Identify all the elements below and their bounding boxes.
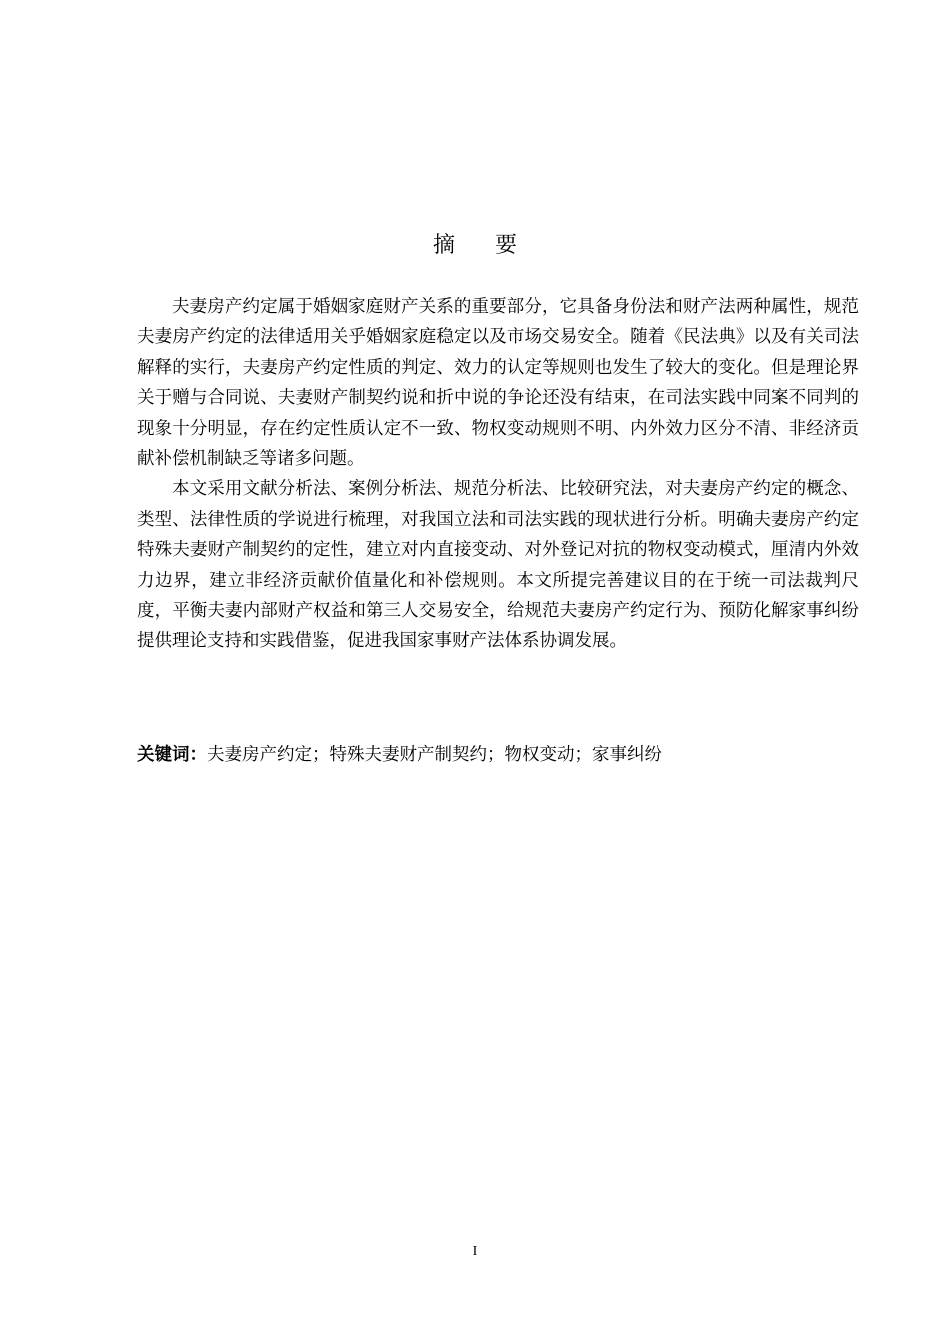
abstract-body [137,292,859,657]
keywords-label: 关键词： [137,745,207,765]
abstract-paragraph-1: 夫妻房产约定属于婚姻家庭财产关系的重要部分，它具备身份法和财产法两种属性，规范夫妻房产约定的法律适用关乎婚姻家庭稳定以及市场交易安全。随着《民法典》以及有关司法解释的实行，夫妻房产约定性质的判定、效力的认定等规则也发生了较大的变化。但是理论界关于赠与合同说、夫妻财产制契约说和折中说的争论还没有结束，在司法实践中同案不同判的现象十分明显，存在约定性质认定不一致、物权变动规则不明、内外效力区分不清、非经济贡献补偿机制缺乏等诸多问题。 [137,297,859,470]
page-number: I [472,1244,478,1259]
keywords-line [137,740,859,770]
abstract-paragraph-2: 本文采用文献分析法、案例分析法、规范分析法、比较研究法，对夫妻房产约定的概念、类型、法律性质的学说进行梳理，对我国立法和司法实践的现状进行分析。明确夫妻房产约定特殊夫妻财产制契约的定性，建立对内直接变动、对外登记对抗的物权变动模式，厘清内外效力边界，建立非经济贡献价值量化和补偿规则。本文所提完善建议目的在于统一司法裁判尺度，平衡夫妻内部财产权益和第三人交易安全，给规范夫妻房产约定行为、预防化解家事纠纷提供理论支持和实践借鉴，促进我国家事财产法体系协调发展。 [137,479,859,652]
keywords-value: 夫妻房产约定；特殊夫妻财产制契约；物权变动；家事纠纷 [207,745,662,765]
abstract-title: 摘要 [432,233,557,258]
